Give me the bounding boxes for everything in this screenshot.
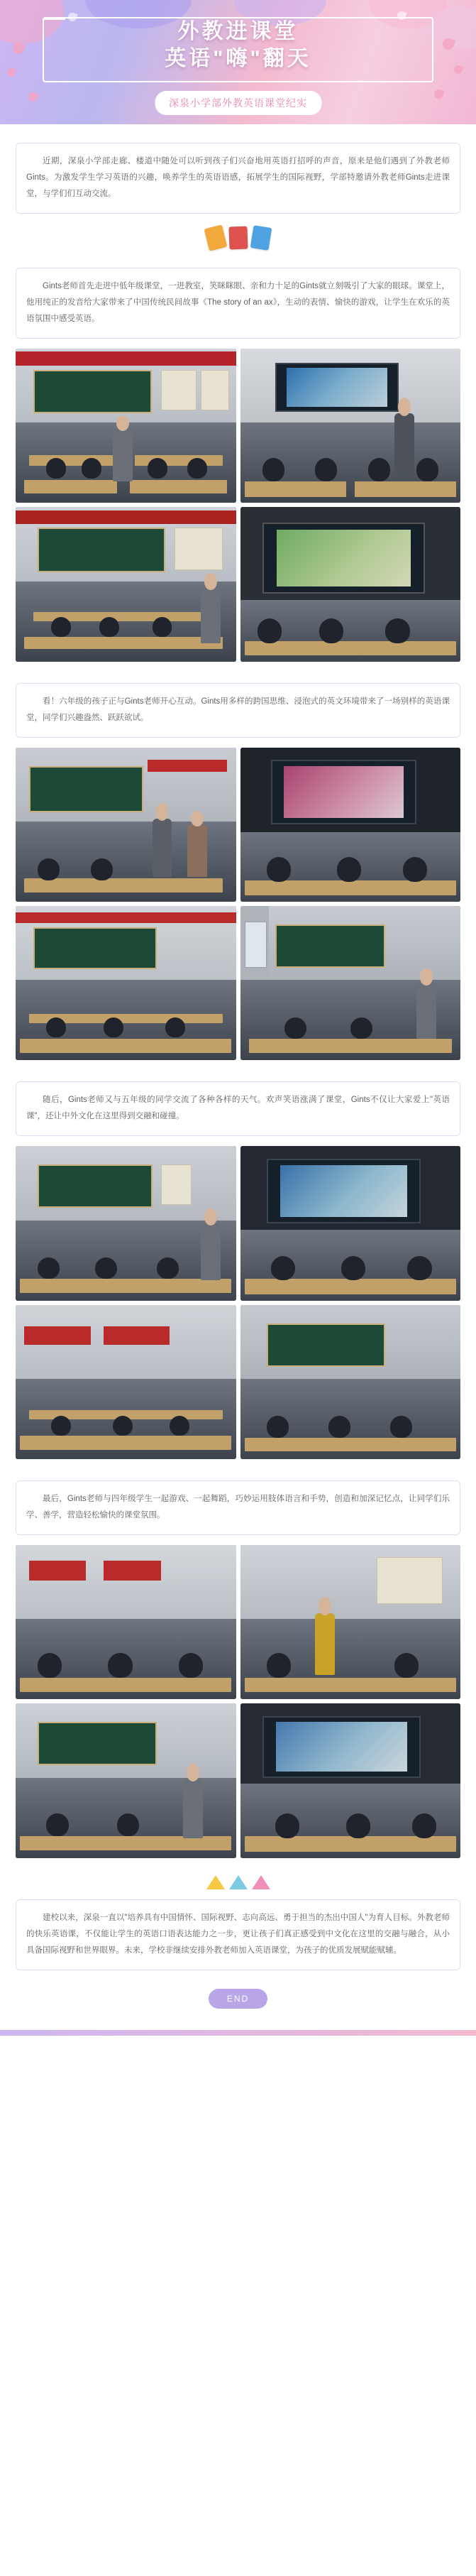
classroom-photo [240, 906, 461, 1060]
page-title-line1: 外教进课堂 [177, 20, 299, 43]
paragraph-text: 随后，Gints老师又与五年级的同学交流了各种各样的天气。欢声笑语涨满了课堂，Gints不仅让大家爱上"英语课"，还让中外文化在这里得到交融和碰撞。 [26, 1096, 450, 1121]
classroom-photo [16, 507, 236, 661]
paragraph-text: 建校以来，深泉一直以"培养具有中国情怀、国际视野、志向高远、勇于担当的杰出中国人"为育人目标。外教老师的快乐英语课，不仅能让学生的英语口语表达能力之一步，更让孩子们真正感受到中文化在这里的交融与融合，从小具备国际视野和世界眼界。未来，学校非继续安排外教老师加入英语课堂，为孩子的优质发展赋能赋辅。 [26, 1913, 450, 1955]
triangle-pink-icon [252, 1875, 270, 1889]
end-marker-wrap [0, 1970, 476, 2030]
paragraph-card-intro [16, 143, 460, 214]
classroom-photo [16, 1305, 236, 1459]
classroom-photo [240, 1146, 461, 1300]
end-badge: END [209, 1989, 267, 2009]
page-title-line2: 英语"嗨"翻天 [165, 47, 311, 70]
classroom-photo [240, 349, 461, 503]
paragraph-card-2 [16, 683, 460, 738]
photo-grid-section-2 [16, 748, 460, 1061]
paragraph-card-4 [16, 1480, 460, 1535]
classroom-photo [16, 349, 236, 503]
paragraph-text: 近期，深泉小学部走廊、楼道中随处可以听到孩子们兴奋地用英语打招呼的声音，原来是他们遇到了外教老师Gints。为激发学生学习英语的兴趣，唤养学生的英语语感，拓展学生的国际视野，学部特邀请外教老师Gints走进课堂，与学们们互动交流。 [26, 157, 450, 198]
triangle-blue-icon [229, 1875, 248, 1889]
classroom-photo [16, 1146, 236, 1300]
classroom-photo [240, 1545, 461, 1699]
photo-grid-section-3 [16, 1146, 460, 1459]
triangle-yellow-icon [206, 1875, 225, 1889]
paragraph-text: 看！六年级的孩子正与Gints老师开心互动。Gints用多样的跨国思维、浸泡式的英文环境带来了一场别样的英语课堂，同学们兴趣盎然、跃跃欲试。 [26, 697, 450, 722]
classroom-photo [16, 748, 236, 902]
classroom-photo [16, 1703, 236, 1857]
card-orange-icon [204, 224, 227, 251]
page-subtitle: 深泉小学部外教英语课堂纪实 [155, 91, 321, 115]
classroom-photo [240, 507, 461, 661]
flower-petal-icon [433, 88, 445, 100]
photo-grid-section-4 [16, 1545, 460, 1858]
paragraph-card-closing [16, 1899, 460, 1970]
flower-petal-icon [27, 91, 39, 103]
paragraph-card-1 [16, 268, 460, 339]
bottom-gradient-band [0, 2030, 476, 2036]
card-blue-icon [250, 225, 272, 251]
divider-triangles [0, 1875, 476, 1889]
divider-cards [0, 227, 476, 249]
paragraph-text: 最后，Gints老师与四年级学生一起游戏、一起舞蹈，巧妙运用肢体语言和手势，创造和加深记忆点，让同学们乐学、善学，营造轻松愉快的课堂氛围。 [26, 1495, 450, 1520]
classroom-photo [16, 906, 236, 1060]
classroom-photo [240, 1305, 461, 1459]
photo-grid-section-1 [16, 349, 460, 662]
paragraph-card-3 [16, 1081, 460, 1136]
classroom-photo [240, 748, 461, 902]
classroom-photo [16, 1545, 236, 1699]
article-header-banner [0, 0, 476, 124]
article-body [0, 143, 476, 2030]
classroom-photo [240, 1703, 461, 1857]
paragraph-text: Gints老师首先走进中低年级课堂，一进教室，笑眯眯眼、亲和力十足的Gints就立刻吸引了大家的眼球。课堂上，他用纯正的发音给大家带来了中国传统民间故事《The story of an ax》，生动的表情、愉快的游戏，让学生在欢乐的英语氛围中感受英语。 [26, 282, 450, 323]
card-red-icon [228, 227, 248, 250]
